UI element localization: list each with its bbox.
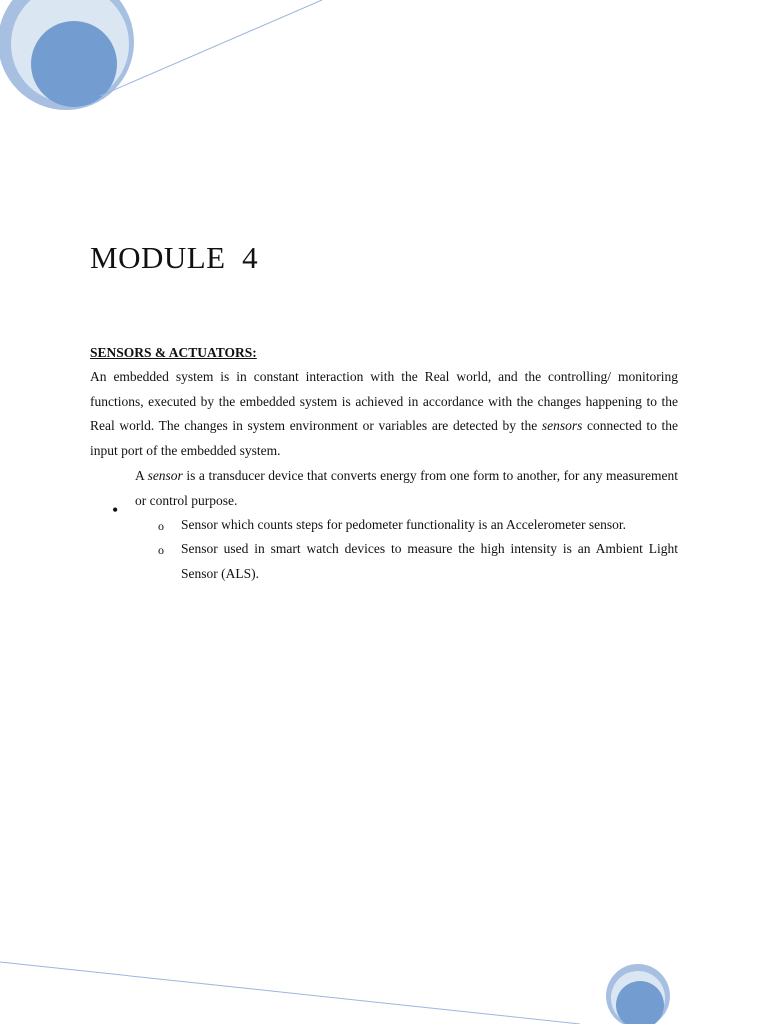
sub-bullet-item: Sensor used in smart watch devices to measure the high intensity is an Ambient Light Sensor (ALS). bbox=[181, 541, 678, 581]
bullet-text-1: A bbox=[135, 468, 148, 483]
footer-decoration bbox=[0, 955, 768, 1024]
bullet-italic-term: sensor bbox=[147, 468, 183, 483]
bullet-paragraph bbox=[135, 464, 678, 513]
sub-bullet-marker: o bbox=[158, 519, 164, 533]
sub-bullet-item: Sensor which counts steps for pedometer functionality is an Accelerometer sensor. bbox=[181, 517, 627, 532]
intro-italic-term: sensors bbox=[541, 418, 583, 434]
section-heading: SENSORS & ACTUATORS: bbox=[90, 345, 257, 360]
sub-bullet-marker: o bbox=[158, 543, 164, 557]
bullet-marker: • bbox=[112, 500, 119, 520]
header-decoration bbox=[0, 0, 330, 115]
intro-text-2: connected to the input port of the embedded system. bbox=[90, 418, 678, 459]
intro-paragraph bbox=[90, 365, 678, 464]
bullet-text-2: is a transducer device that converts energy from one form to another, for any measurement or control purpose. bbox=[135, 468, 678, 508]
footer-line bbox=[0, 962, 580, 1024]
module-title: MODULE 4 bbox=[90, 240, 259, 275]
intro-text-1: An embedded system is in constant interaction with the Real world, and the controlling/ monitoring functions, executed by the embedded system is achieved in accordance with the changes happening to the Real world. The changes in system environment or variables are detected by the bbox=[90, 369, 678, 434]
